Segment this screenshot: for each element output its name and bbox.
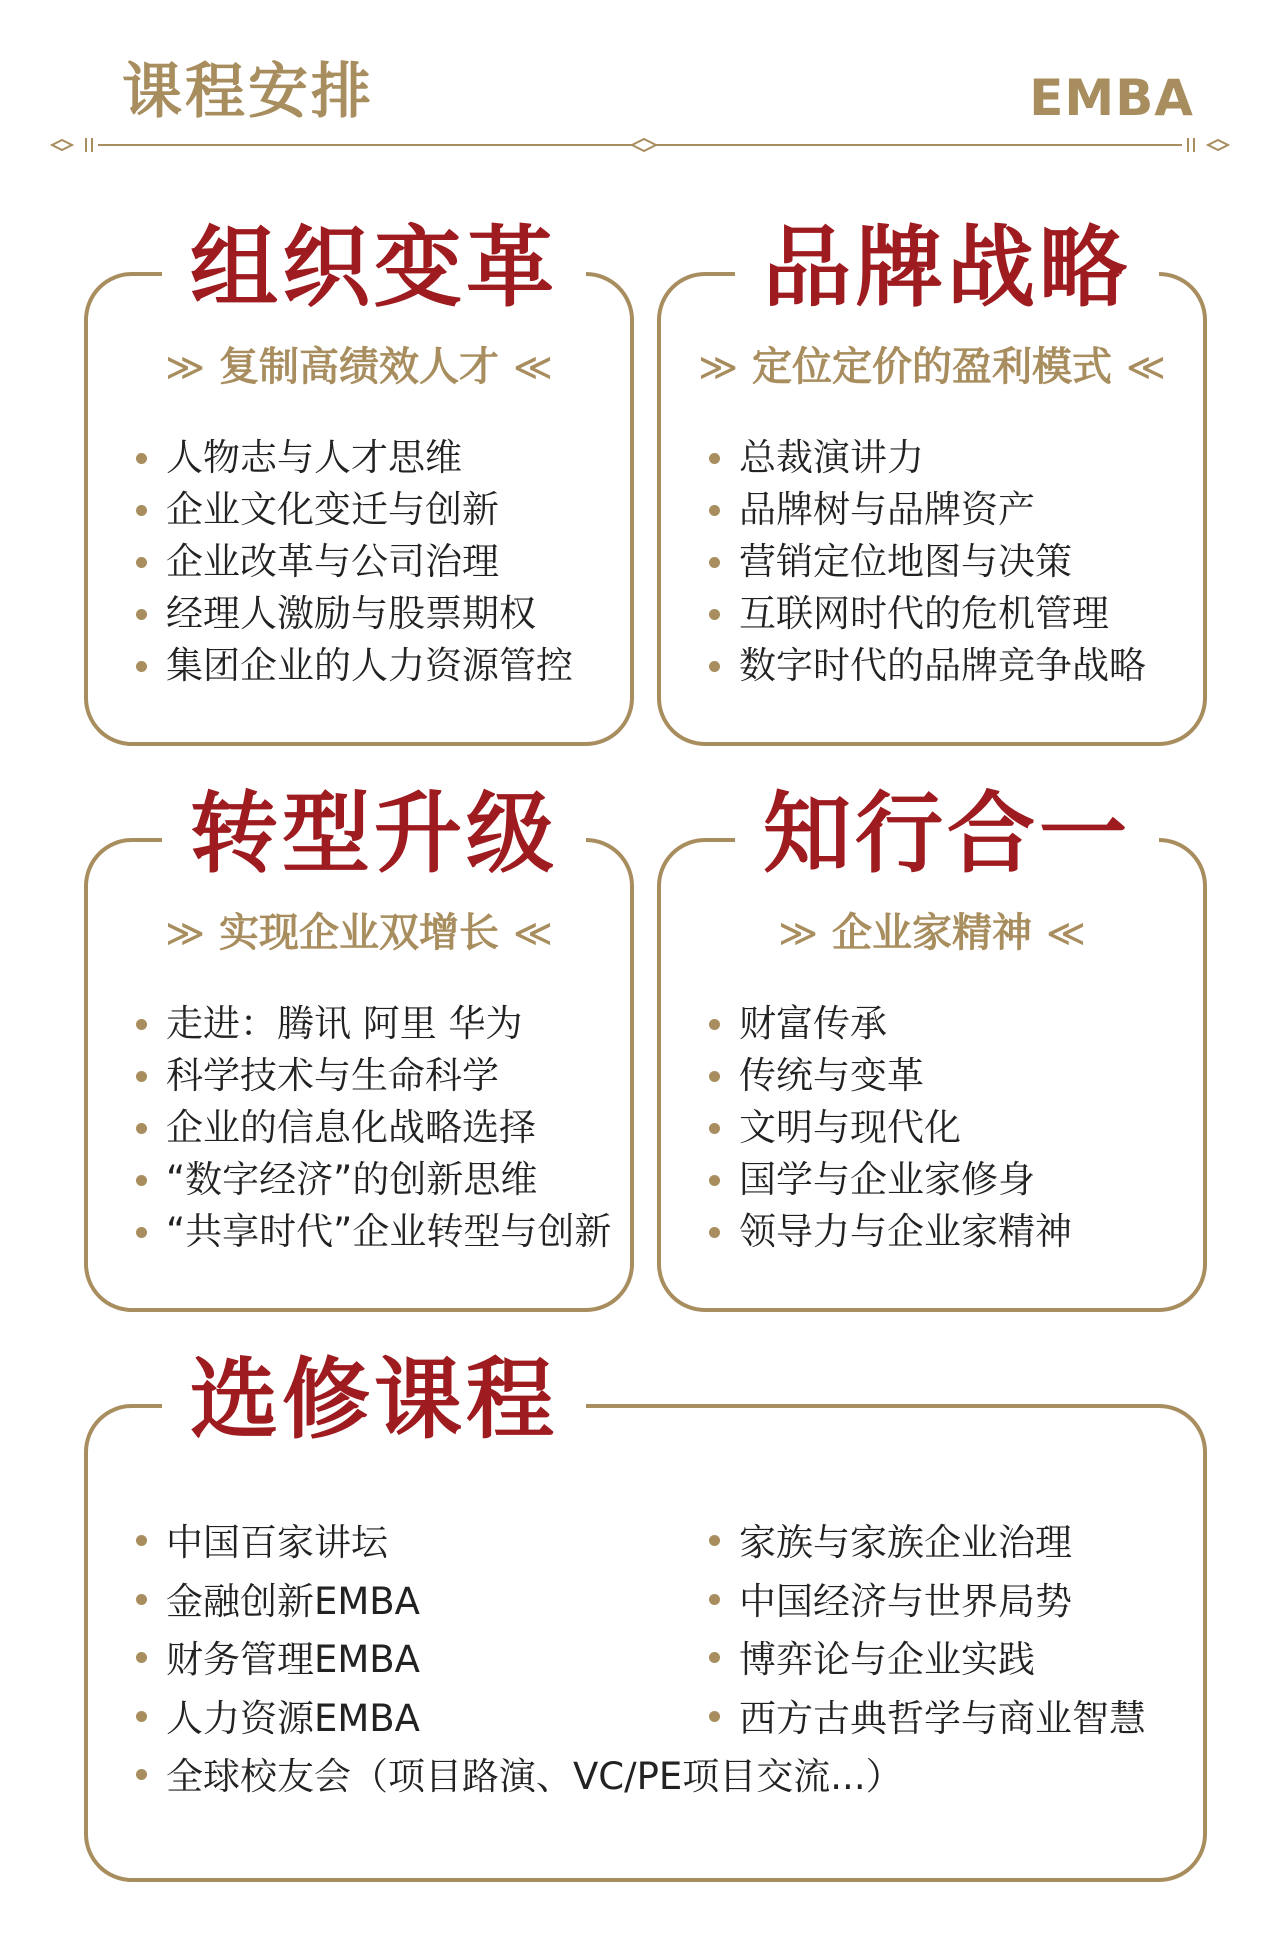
bullet-dot-icon — [136, 453, 147, 464]
bullet-dot-icon — [709, 1594, 720, 1605]
bullet-dot-icon — [136, 1019, 147, 1030]
chevron-right-icon: ≫ — [778, 911, 819, 955]
list-item-text: 领导力与企业家精神 — [739, 1210, 1072, 1253]
list-item — [707, 588, 1146, 640]
list-item-text: 中国经济与世界局势 — [739, 1579, 1072, 1623]
list-item — [707, 1154, 1072, 1206]
list-item-text: 互联网时代的危机管理 — [739, 592, 1109, 635]
list-item — [134, 1102, 611, 1154]
bullet-dot-icon — [709, 1071, 720, 1082]
electives-title: 选修课程 — [162, 1350, 586, 1450]
module-subtitle-text: 定位定价的盈利模式 — [752, 344, 1112, 390]
list-item-text: 传统与变革 — [739, 1054, 924, 1097]
list-item — [134, 536, 573, 588]
list-item — [134, 998, 611, 1050]
module-item-list — [134, 998, 611, 1258]
list-item-text: 经理人激励与股票期权 — [166, 592, 536, 635]
list-item-text: 人物志与人才思维 — [166, 436, 462, 479]
bullet-dot-icon — [709, 1652, 720, 1663]
list-item-text: 科学技术与生命科学 — [166, 1054, 499, 1097]
module-subtitle — [661, 908, 1203, 958]
list-item — [707, 1573, 1146, 1632]
list-item-text: 企业改革与公司治理 — [166, 540, 499, 583]
list-item — [707, 1206, 1072, 1258]
bullet-dot-icon — [709, 1535, 720, 1546]
chevron-left-icon: ≪ — [1125, 345, 1166, 389]
bullet-dot-icon — [136, 1227, 147, 1238]
list-item — [134, 1050, 611, 1102]
bullet-dot-icon — [709, 505, 720, 516]
list-item-text: 集团企业的人力资源管控 — [166, 644, 573, 687]
module-item-list — [707, 998, 1072, 1258]
module-card-knowledge-action — [657, 782, 1207, 1312]
list-item-text: 企业的信息化战略选择 — [166, 1106, 536, 1149]
list-item — [707, 1631, 1146, 1690]
bullet-dot-icon — [709, 609, 720, 620]
list-item — [707, 998, 1072, 1050]
list-item-text: 家族与家族企业治理 — [739, 1521, 1072, 1564]
module-subtitle-text: 复制高绩效人才 — [219, 344, 499, 390]
list-item — [707, 1514, 1146, 1573]
list-item-text: 品牌树与品牌资产 — [739, 488, 1035, 531]
list-item-text: 营销定位地图与决策 — [739, 540, 1072, 583]
bullet-dot-icon — [709, 661, 720, 672]
module-subtitle — [88, 342, 630, 392]
electives-right-list — [707, 1514, 1146, 1748]
list-item-text: “数字经济”的创新思维 — [166, 1158, 538, 1201]
list-item — [134, 484, 573, 536]
bullet-dot-icon — [136, 609, 147, 620]
list-item-text: 财富传承 — [739, 1002, 887, 1045]
list-item-text: “共享时代”企业转型与创新 — [166, 1210, 612, 1253]
bullet-dot-icon — [136, 1594, 147, 1605]
chevron-right-icon: ≫ — [165, 911, 206, 955]
list-item-text: 全球校友会（项目路演、VC/PE项目交流...） — [166, 1755, 903, 1798]
list-item-text: 西方古典哲学与商业智慧 — [739, 1696, 1146, 1740]
chevron-left-icon: ≪ — [1045, 911, 1086, 955]
bullet-dot-icon — [136, 1769, 147, 1780]
list-item — [134, 1154, 611, 1206]
module-card-transformation — [84, 782, 634, 1312]
module-title: 转型升级 — [162, 784, 586, 884]
list-item — [707, 536, 1146, 588]
module-subtitle-text: 实现企业双增长 — [219, 910, 499, 956]
list-item-text: 中国百家讲坛 — [166, 1521, 388, 1564]
module-item-list — [707, 432, 1146, 692]
list-item — [707, 1102, 1072, 1154]
list-item — [134, 640, 573, 692]
bullet-dot-icon — [709, 1123, 720, 1134]
module-item-list — [134, 432, 573, 692]
list-item-text: 企业文化变迁与创新 — [166, 488, 499, 531]
electives-card — [84, 1348, 1207, 1882]
module-title: 品牌战略 — [735, 218, 1159, 318]
chevron-left-icon: ≪ — [512, 345, 553, 389]
list-item-text: 文明与现代化 — [739, 1106, 961, 1149]
module-title: 知行合一 — [735, 784, 1159, 884]
bullet-dot-icon — [709, 1227, 720, 1238]
bullet-dot-icon — [136, 661, 147, 672]
list-item-text: 国学与企业家修身 — [739, 1158, 1035, 1201]
bullet-dot-icon — [709, 1019, 720, 1030]
list-item — [134, 432, 573, 484]
bullet-dot-icon — [709, 1711, 720, 1722]
module-title: 组织变革 — [162, 218, 586, 318]
list-item — [707, 432, 1146, 484]
list-item-text: 博弈论与企业实践 — [739, 1638, 1035, 1681]
bullet-dot-icon — [136, 1652, 147, 1663]
list-item-text: 金融创新EMBA — [166, 1579, 420, 1623]
module-card-org-change — [84, 216, 634, 746]
bullet-dot-icon — [136, 1175, 147, 1186]
list-item — [134, 1748, 903, 1807]
chevron-right-icon: ≫ — [698, 345, 739, 389]
brand-label: EMBA — [1029, 69, 1194, 127]
list-item — [707, 484, 1146, 536]
header-divider — [0, 130, 1280, 160]
list-item — [707, 1690, 1146, 1749]
bullet-dot-icon — [136, 1535, 147, 1546]
list-item — [134, 588, 573, 640]
list-item-text: 财务管理EMBA — [166, 1638, 420, 1681]
bullet-dot-icon — [136, 1711, 147, 1722]
bullet-dot-icon — [136, 1071, 147, 1082]
bullet-dot-icon — [136, 505, 147, 516]
page-title: 课程安排 — [122, 57, 374, 127]
bullet-dot-icon — [709, 1175, 720, 1186]
chevron-left-icon: ≪ — [512, 911, 553, 955]
list-item-text: 数字时代的品牌竞争战略 — [739, 644, 1146, 687]
module-card-brand-strategy — [657, 216, 1207, 746]
list-item — [707, 640, 1146, 692]
list-item — [707, 1050, 1072, 1102]
list-item — [134, 1206, 611, 1258]
bullet-dot-icon — [136, 557, 147, 568]
bullet-dot-icon — [136, 1123, 147, 1134]
bullet-dot-icon — [709, 453, 720, 464]
list-item-text: 人力资源EMBA — [166, 1696, 420, 1740]
module-subtitle — [88, 908, 630, 958]
list-item-text: 总裁演讲力 — [739, 436, 924, 479]
module-subtitle-text: 企业家精神 — [832, 910, 1032, 956]
chevron-right-icon: ≫ — [165, 345, 206, 389]
bullet-dot-icon — [709, 557, 720, 568]
list-item-text: 走进：腾讯 阿里 华为 — [166, 1002, 523, 1045]
module-subtitle — [661, 342, 1203, 392]
